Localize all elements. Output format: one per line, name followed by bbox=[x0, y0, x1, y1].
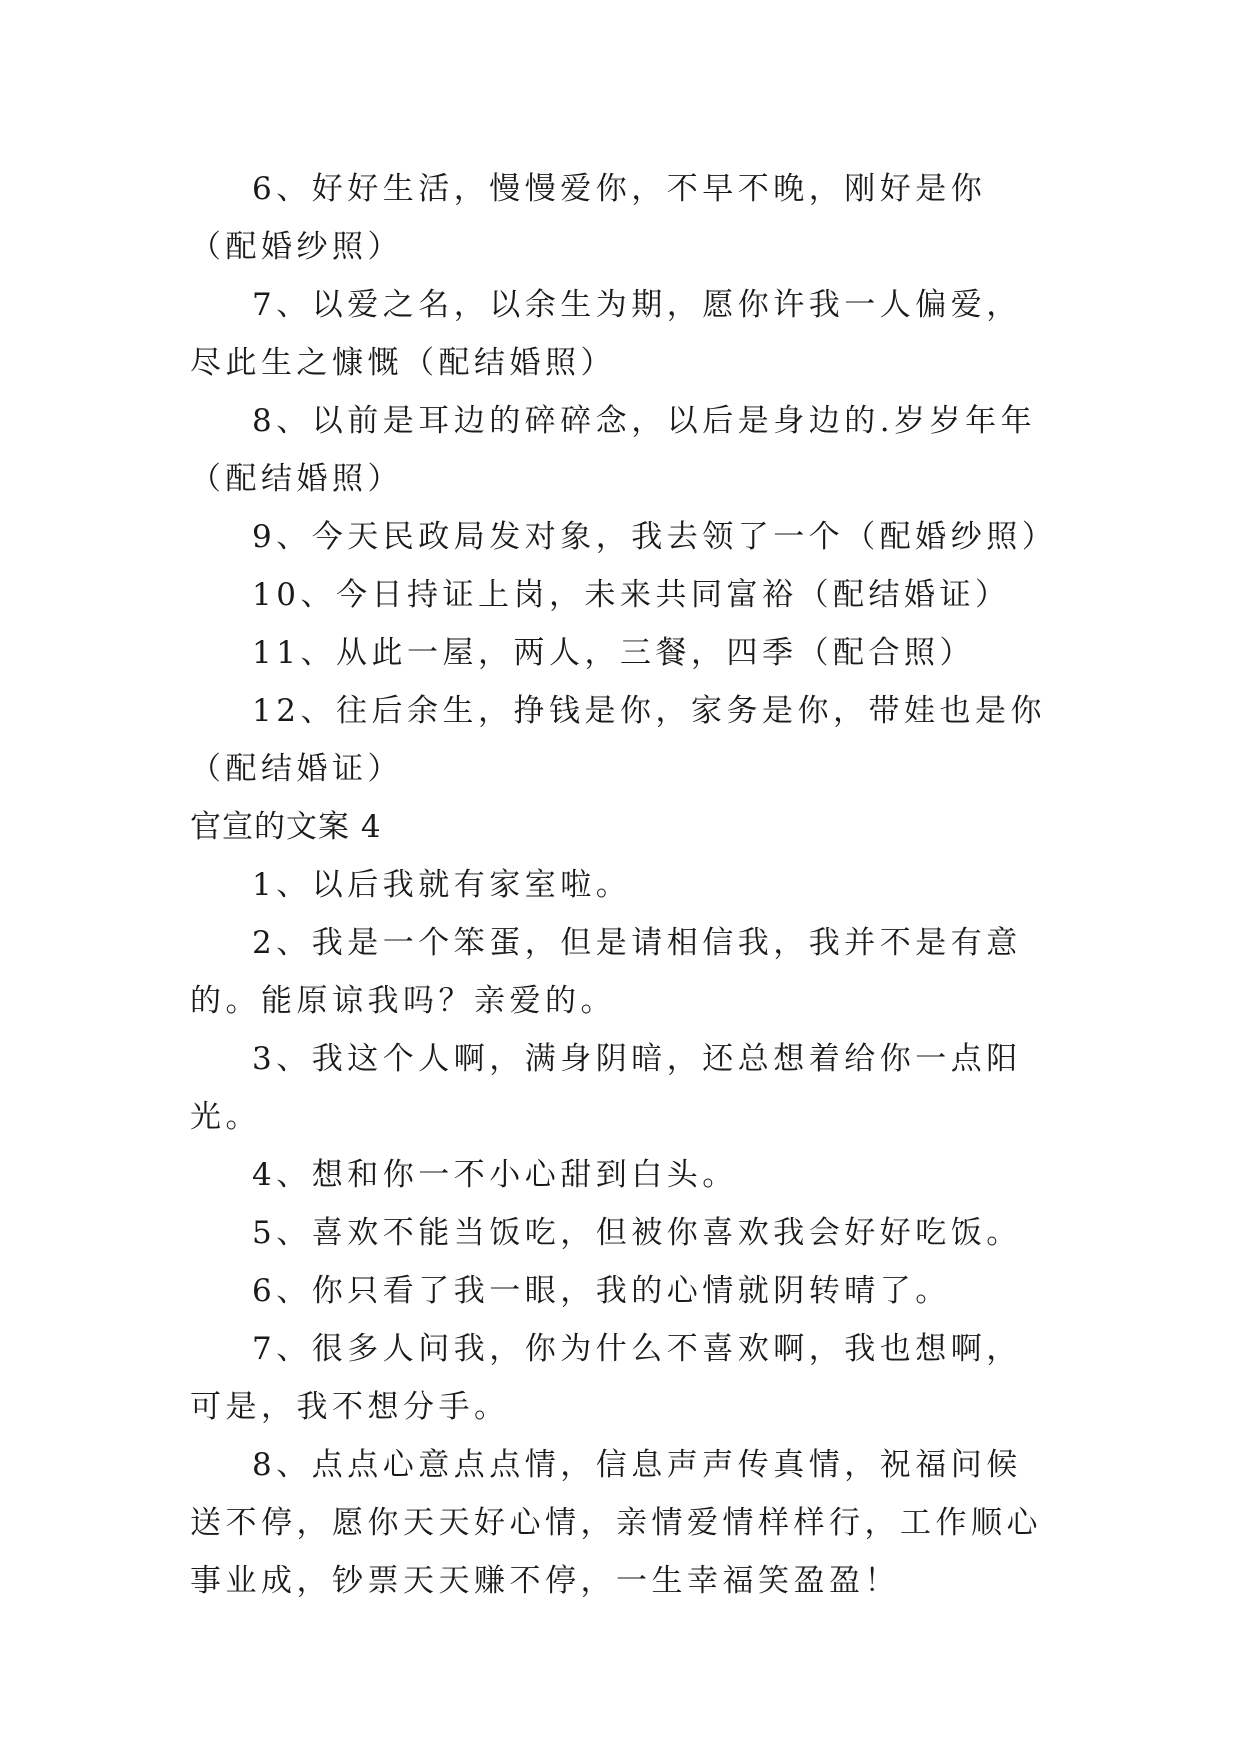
list-item: 10、今日持证上岗，未来共同富裕（配结婚证） bbox=[252, 577, 1011, 613]
list-item: 4、想和你一不小心甜到白头。 bbox=[252, 1157, 738, 1193]
list-item: 8、点点心意点点情，信息声声传真情，祝福问候送不停，愿你天天好心情，亲情爱情样样行，工作顺心事业成，钞票天天赚不停，一生幸福笑盈盈！ bbox=[190, 1447, 1042, 1599]
list-item: 6、好好生活，慢慢爱你，不早不晚，刚好是你（配婚纱照） bbox=[190, 171, 987, 265]
list-item: 7、很多人问我，你为什么不喜欢啊，我也想啊，可是，我不想分手。 bbox=[190, 1331, 1022, 1425]
list-item: 8、以前是耳边的碎碎念，以后是身边的.岁岁年年（配结婚照） bbox=[190, 403, 1037, 497]
list-item: 3、我这个人啊，满身阴暗，还总想着给你一点阳光。 bbox=[190, 1041, 1022, 1135]
list-item: 1、以后我就有家室啦。 bbox=[252, 867, 632, 903]
list-item: 9、今天民政局发对象，我去领了一个（配婚纱照） bbox=[252, 519, 1058, 555]
list-item: 5、喜欢不能当饭吃，但被你喜欢我会好好吃饭。 bbox=[252, 1215, 1022, 1251]
list-item: 12、往后余生，挣钱是你，家务是你，带娃也是你（配结婚证） bbox=[190, 693, 1046, 787]
list-item: 6、你只看了我一眼，我的心情就阴转晴了。 bbox=[252, 1273, 951, 1309]
section-heading: 官宣的文案 4 bbox=[190, 809, 382, 845]
list-item: 2、我是一个笨蛋，但是请相信我，我并不是有意的。能原谅我吗？亲爱的。 bbox=[190, 925, 1022, 1019]
list-item: 7、以爱之名，以余生为期，愿你许我一人偏爱，尽此生之慷慨（配结婚照） bbox=[190, 287, 1022, 381]
document-page bbox=[190, 160, 1058, 1610]
list-item: 11、从此一屋，两人，三餐，四季（配合照） bbox=[252, 635, 975, 671]
